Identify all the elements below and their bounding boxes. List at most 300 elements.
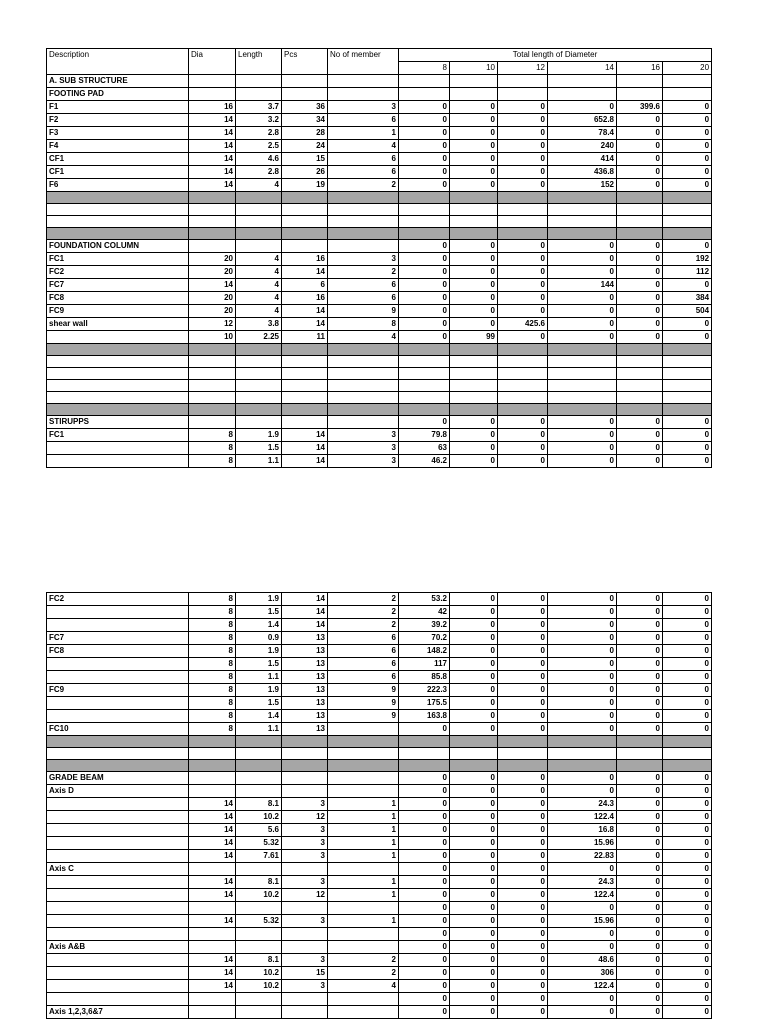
table-cell (282, 416, 328, 429)
table-cell (548, 380, 617, 392)
table-cell (328, 344, 399, 356)
table-cell (548, 228, 617, 240)
table-cell: 0 (548, 253, 617, 266)
table-cell: 0 (450, 710, 498, 723)
table-cell (663, 368, 712, 380)
table-cell: 14 (189, 837, 236, 850)
rebar-schedule-table-1 (46, 48, 711, 468)
table-cell: 117 (399, 658, 450, 671)
table-cell: 9 (328, 684, 399, 697)
row-description (47, 658, 189, 671)
table-cell (328, 356, 399, 368)
table-cell: 2.5 (236, 140, 282, 153)
table-row (47, 915, 712, 928)
table-cell: 12 (282, 811, 328, 824)
table-cell: 0 (450, 993, 498, 1006)
table-row (47, 279, 712, 292)
table-cell: 2.8 (236, 127, 282, 140)
table-cell (282, 736, 328, 748)
table-cell (282, 204, 328, 216)
table-cell: 0 (450, 305, 498, 318)
table-cell (282, 88, 328, 101)
table-cell: 0 (450, 684, 498, 697)
table-cell (189, 928, 236, 941)
table-cell (282, 344, 328, 356)
table-cell: 15 (282, 153, 328, 166)
table-cell: 7.61 (236, 850, 282, 863)
table-cell (189, 785, 236, 798)
table-cell: 13 (282, 658, 328, 671)
table-cell: 0 (617, 114, 663, 127)
table-cell (236, 380, 282, 392)
table-cell: 9 (328, 710, 399, 723)
table-cell: 0 (663, 697, 712, 710)
table-cell: 0 (617, 292, 663, 305)
table-cell: 0 (663, 837, 712, 850)
table-cell: 0 (399, 967, 450, 980)
table-cell (189, 1006, 236, 1019)
table-cell: 0 (498, 993, 548, 1006)
table-cell: 0 (617, 993, 663, 1006)
table-cell (328, 772, 399, 785)
row-description (47, 671, 189, 684)
table-cell: 3.7 (236, 101, 282, 114)
table-cell: 0 (548, 606, 617, 619)
table-cell: 0 (399, 101, 450, 114)
table-cell: 0 (399, 785, 450, 798)
table-cell: 14 (189, 166, 236, 179)
header-no-of-member: No of member (328, 49, 399, 75)
table-cell (47, 736, 189, 748)
rebar-schedule-table-2 (46, 592, 711, 1019)
table-cell: 0 (548, 697, 617, 710)
table-cell: 0 (450, 941, 498, 954)
table-cell: 0 (399, 292, 450, 305)
table-cell: 0 (498, 114, 548, 127)
table-cell (189, 863, 236, 876)
table-cell: 0 (399, 941, 450, 954)
table-cell (236, 863, 282, 876)
header-dia-10: 10 (450, 62, 498, 75)
table-cell: 20 (189, 292, 236, 305)
row-description (47, 902, 189, 915)
table-cell: 0 (663, 850, 712, 863)
table-row (47, 305, 712, 318)
table-cell: 0 (399, 889, 450, 902)
row-description: FC9 (47, 305, 189, 318)
table-cell (328, 192, 399, 204)
table-cell: 0 (399, 1006, 450, 1019)
table-cell: 0 (548, 710, 617, 723)
table-cell (617, 192, 663, 204)
table-cell: 0 (663, 785, 712, 798)
table-cell: 0 (663, 179, 712, 192)
table-cell (328, 240, 399, 253)
table-cell: 4.6 (236, 153, 282, 166)
table-cell: 0 (548, 785, 617, 798)
table-row (47, 240, 712, 253)
table-cell: 0 (617, 240, 663, 253)
table-cell: 0 (548, 318, 617, 331)
row-description (47, 798, 189, 811)
table-cell (282, 216, 328, 228)
table-row (47, 954, 712, 967)
table-cell: 20 (189, 266, 236, 279)
table-cell: 63 (399, 442, 450, 455)
table-cell: 0 (548, 429, 617, 442)
table-cell: 2 (328, 179, 399, 192)
table-cell: 14 (282, 266, 328, 279)
table-cell: 39.2 (399, 619, 450, 632)
table-cell: 0 (498, 837, 548, 850)
header-dia: Dia (189, 49, 236, 75)
table-cell: 0 (548, 442, 617, 455)
table-row (47, 876, 712, 889)
table-cell: 11 (282, 331, 328, 344)
header-total-length: Total length of Diameter (399, 49, 712, 62)
table-cell: 0 (399, 305, 450, 318)
table-cell: 24.3 (548, 798, 617, 811)
table-row (47, 179, 712, 192)
table-cell: 10.2 (236, 967, 282, 980)
table-cell (236, 88, 282, 101)
header-length: Length (236, 49, 282, 75)
table-row (47, 166, 712, 179)
table-cell: 0 (663, 416, 712, 429)
table-cell: 70.2 (399, 632, 450, 645)
table-cell: 0 (399, 811, 450, 824)
table-cell: 0 (450, 114, 498, 127)
table-cell (328, 748, 399, 760)
row-description (47, 993, 189, 1006)
table-cell: 4 (328, 980, 399, 993)
row-description: STIRUPPS (47, 416, 189, 429)
table-row (47, 811, 712, 824)
table-cell: 13 (282, 723, 328, 736)
table-cell: 8 (189, 632, 236, 645)
table-cell (47, 392, 189, 404)
table-cell: 14 (189, 915, 236, 928)
table-cell: 14 (189, 876, 236, 889)
table-cell (236, 392, 282, 404)
table-cell (617, 356, 663, 368)
table-cell: 0 (399, 140, 450, 153)
table-cell (328, 204, 399, 216)
table-row (47, 429, 712, 442)
table-cell: 6 (328, 632, 399, 645)
table-cell: 0 (498, 127, 548, 140)
table-cell: 0 (548, 863, 617, 876)
row-description (47, 331, 189, 344)
table-row (47, 455, 712, 468)
table-cell: 0 (498, 684, 548, 697)
table-row (47, 671, 712, 684)
table-cell: 0 (498, 442, 548, 455)
table-row (47, 710, 712, 723)
table-cell: 8 (189, 684, 236, 697)
table-cell: 0 (498, 798, 548, 811)
table-cell: 1.1 (236, 455, 282, 468)
table-cell: 14 (189, 179, 236, 192)
table-cell (399, 192, 450, 204)
table-cell: 0 (498, 876, 548, 889)
table-cell: 0 (450, 850, 498, 863)
table-cell (617, 760, 663, 772)
table-cell: 0 (399, 279, 450, 292)
table-cell: 14 (282, 442, 328, 455)
blank-row (47, 392, 712, 404)
table-cell: 1 (328, 889, 399, 902)
table-cell: 0 (399, 850, 450, 863)
table-cell: 0 (663, 824, 712, 837)
table-cell: 8.1 (236, 876, 282, 889)
table-cell: 0 (617, 593, 663, 606)
table-cell: 24.3 (548, 876, 617, 889)
table-cell (47, 344, 189, 356)
table-cell: 0 (663, 863, 712, 876)
table-cell: 0 (663, 710, 712, 723)
table-cell: 12 (189, 318, 236, 331)
table-cell: 0 (548, 658, 617, 671)
blank-row (47, 380, 712, 392)
table-cell: 0 (498, 785, 548, 798)
table-row (47, 442, 712, 455)
table-row (47, 850, 712, 863)
table-cell: 222.3 (399, 684, 450, 697)
table-cell (282, 192, 328, 204)
table-cell: 3 (328, 442, 399, 455)
table-cell: 0 (498, 140, 548, 153)
row-description (47, 697, 189, 710)
table-cell (663, 760, 712, 772)
table-cell: 0 (548, 723, 617, 736)
table-cell: 0 (663, 153, 712, 166)
shaded-separator-row (47, 760, 712, 772)
table-cell: 15.96 (548, 915, 617, 928)
table-row (47, 140, 712, 153)
table-cell (548, 192, 617, 204)
table-cell: 0 (498, 645, 548, 658)
table-row (47, 645, 712, 658)
table-cell: 5.6 (236, 824, 282, 837)
section-label-row (47, 75, 712, 88)
table-cell (450, 228, 498, 240)
table-cell (282, 380, 328, 392)
table-cell (282, 760, 328, 772)
table-cell (47, 216, 189, 228)
table-cell (498, 392, 548, 404)
table-cell: 0 (663, 240, 712, 253)
table-cell (617, 368, 663, 380)
table-cell: 0 (663, 876, 712, 889)
table-cell (617, 88, 663, 101)
row-description (47, 442, 189, 455)
table-cell: 0 (663, 166, 712, 179)
row-description: FC10 (47, 723, 189, 736)
table-cell: 85.8 (399, 671, 450, 684)
table-cell (236, 356, 282, 368)
table-cell: 240 (548, 140, 617, 153)
table-cell: 14 (189, 798, 236, 811)
table-row (47, 292, 712, 305)
table-cell: 0 (498, 455, 548, 468)
table-cell: 0 (617, 140, 663, 153)
table-cell (236, 941, 282, 954)
table-cell (282, 75, 328, 88)
table-cell: 8 (189, 645, 236, 658)
table-cell (236, 736, 282, 748)
table-row (47, 697, 712, 710)
table-cell: 3 (282, 837, 328, 850)
table-cell (663, 228, 712, 240)
table-cell (498, 75, 548, 88)
table-cell: 0 (399, 824, 450, 837)
table-row (47, 785, 712, 798)
table-cell (328, 928, 399, 941)
table-cell (236, 404, 282, 416)
table-cell: 1.5 (236, 658, 282, 671)
table-cell (189, 240, 236, 253)
table-cell (663, 88, 712, 101)
table-cell: 24 (282, 140, 328, 153)
table-cell: 14 (189, 824, 236, 837)
table-cell (328, 228, 399, 240)
table-cell: 0 (617, 305, 663, 318)
table-cell: 0 (450, 619, 498, 632)
table-cell: 14 (189, 980, 236, 993)
table-cell: 10 (189, 331, 236, 344)
table-cell: 0 (548, 671, 617, 684)
table-cell: 8 (189, 723, 236, 736)
table-cell: 0 (450, 697, 498, 710)
table-cell: 2.8 (236, 166, 282, 179)
table-cell: 0 (617, 798, 663, 811)
table-cell (399, 748, 450, 760)
table-row (47, 798, 712, 811)
row-description: shear wall (47, 318, 189, 331)
table-cell: 14 (189, 967, 236, 980)
row-description: FC7 (47, 279, 189, 292)
table-cell (189, 760, 236, 772)
table-cell (498, 404, 548, 416)
table-cell: 12 (282, 889, 328, 902)
table-cell: 0 (663, 279, 712, 292)
table-cell: 0 (450, 318, 498, 331)
table-cell: 0 (663, 967, 712, 980)
table-cell (498, 192, 548, 204)
table-cell: 0 (663, 954, 712, 967)
table-cell: 14 (189, 140, 236, 153)
table-cell (236, 192, 282, 204)
table-cell (399, 404, 450, 416)
header-dia-12: 12 (498, 62, 548, 75)
row-description (47, 954, 189, 967)
table-cell: 13 (282, 697, 328, 710)
table-cell: 4 (236, 292, 282, 305)
table-cell: 1.9 (236, 684, 282, 697)
table-cell: 1.4 (236, 619, 282, 632)
table-cell: 1.9 (236, 593, 282, 606)
header-description: Description (47, 49, 189, 75)
table-cell: 53.2 (399, 593, 450, 606)
table-cell (399, 204, 450, 216)
table-cell: 0 (663, 127, 712, 140)
table-cell (548, 356, 617, 368)
table-cell: 2.25 (236, 331, 282, 344)
table-cell: 0 (663, 1006, 712, 1019)
table-cell: 0 (617, 772, 663, 785)
table-row (47, 980, 712, 993)
table-cell (617, 404, 663, 416)
table-cell: 0 (548, 455, 617, 468)
table-cell: 0 (450, 824, 498, 837)
table-cell (399, 216, 450, 228)
row-description (47, 619, 189, 632)
table-cell (450, 356, 498, 368)
table-cell: 14 (189, 279, 236, 292)
table-cell (282, 941, 328, 954)
row-description: FC8 (47, 645, 189, 658)
table-cell: 14 (189, 954, 236, 967)
table-cell: 0 (498, 619, 548, 632)
table-cell (328, 88, 399, 101)
shaded-separator-row (47, 344, 712, 356)
table-cell: 14 (189, 114, 236, 127)
row-description (47, 967, 189, 980)
table-cell: 0 (498, 967, 548, 980)
table-row (47, 837, 712, 850)
table-cell: 0 (617, 179, 663, 192)
row-description: CF1 (47, 153, 189, 166)
table-cell (450, 88, 498, 101)
table-cell: 0 (617, 915, 663, 928)
table-cell: 0 (663, 798, 712, 811)
table-cell (450, 748, 498, 760)
table-cell: 0 (548, 593, 617, 606)
table-cell: 6 (328, 114, 399, 127)
table-cell: 3 (328, 101, 399, 114)
table-cell: 0 (450, 166, 498, 179)
blank-row (47, 368, 712, 380)
table-cell (236, 216, 282, 228)
table-cell: 0 (548, 684, 617, 697)
table-cell: 0 (498, 305, 548, 318)
table-cell: 8 (328, 318, 399, 331)
table-row (47, 889, 712, 902)
table-cell (663, 216, 712, 228)
table-row (47, 723, 712, 736)
table-cell: 1 (328, 876, 399, 889)
table-cell (399, 344, 450, 356)
table-cell: 0 (450, 811, 498, 824)
table-cell: 0 (663, 915, 712, 928)
table-cell (617, 380, 663, 392)
table-cell (498, 88, 548, 101)
table-cell: 14 (282, 593, 328, 606)
table-cell: 0 (498, 429, 548, 442)
table-cell: 0 (450, 455, 498, 468)
header-dia-8: 8 (399, 62, 450, 75)
table-cell: 0 (548, 645, 617, 658)
table-cell: 0 (663, 318, 712, 331)
table-cell (282, 392, 328, 404)
table-cell (548, 344, 617, 356)
table-cell: 0 (399, 837, 450, 850)
table-cell: 0 (450, 140, 498, 153)
table-cell (47, 380, 189, 392)
table-cell: 0 (663, 889, 712, 902)
table-cell (189, 941, 236, 954)
